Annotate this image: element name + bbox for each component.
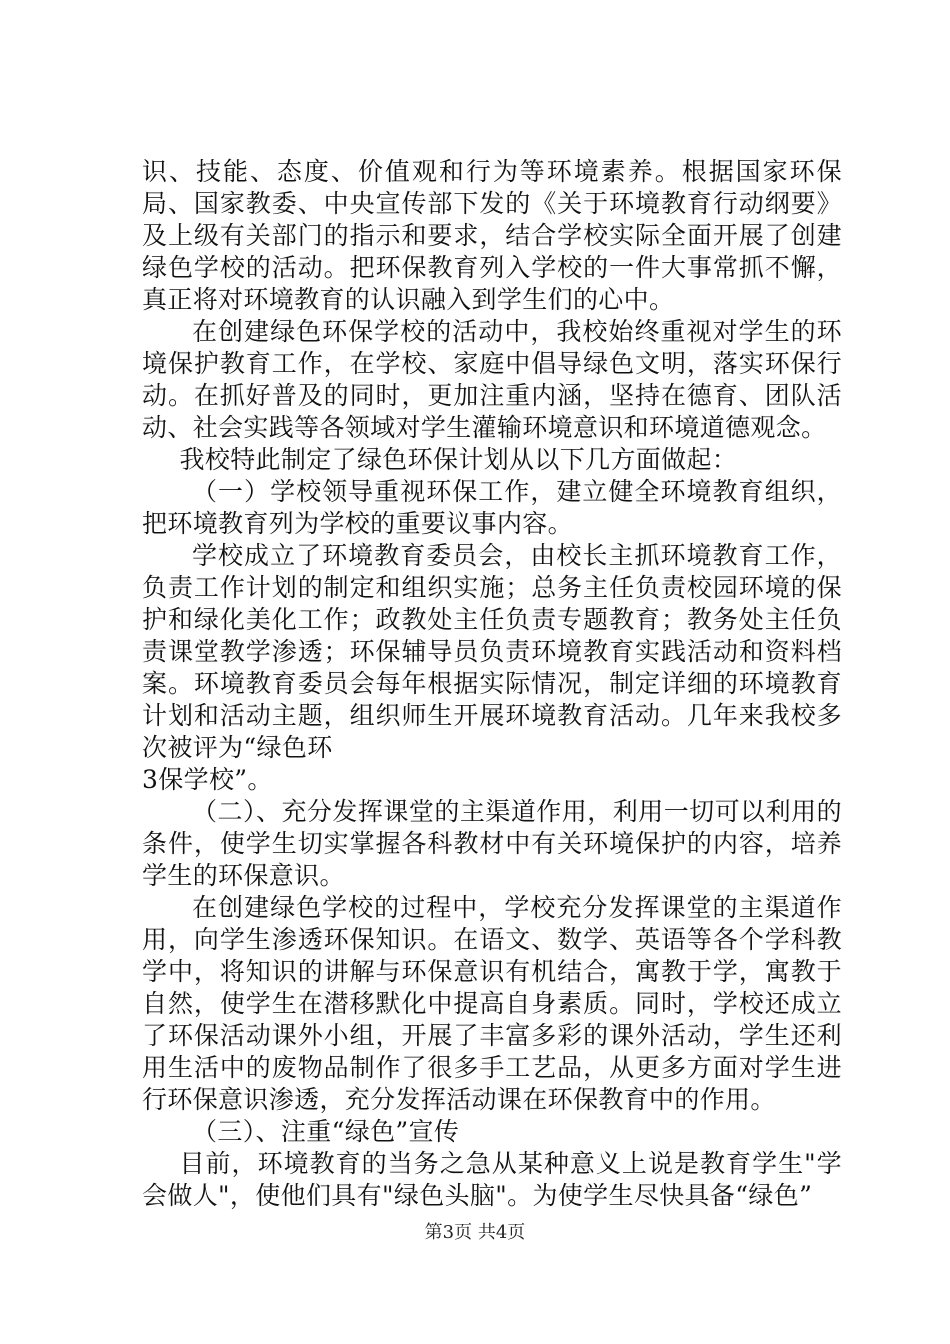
document-body [142, 156, 842, 1212]
paragraph-green-school-activities: 在创建绿色环保学校的活动中，我校始终重视对学生的环境保护教育工作，在学校、家庭中倡导绿色文明，落实环保行动。在抓好普及的同时，更加注重内涵，坚持在德育、团队活动、社会实践等各领域对学生灌输环境意识和环境道德观念。 [142, 317, 842, 442]
paragraph-committee: 学校成立了环境教育委员会，由校长主抓环境教育工作，负责工作计划的制定和组织实施；总务主任负责校园环境的保护和绿化美化工作；政教处主任负责专题教育；教务处主任负责课堂教学渗透；环保辅导员负责环境教育实践活动和资料档案。环境教育委员会每年根据实际情况，制定详细的环境教育计划和活动主题，组织师生开展环境教育活动。几年来我校多次被评为“绿色环 [142, 541, 842, 762]
page-number-footer: 第3页 共4页 [424, 1222, 526, 1243]
paragraph-green-publicity: 目前，环境教育的当务之急从某种意义上说是教育学生"学会做人"，使他们具有"绿色头脑"。为使学生尽快具备“绿色” [142, 1149, 842, 1210]
paragraph-intro-continuation: 识、技能、态度、价值观和行为等环境素养。根据国家环保局、国家教委、中央宣传部下发的《关于环境教育行动纲要》及上级有关部门的指示和要求，结合学校实际全面开展了创建绿色学校的活动。把环保教育列入学校的一件大事常抓不懈，真正将对环境教育的认识融入到学生们的心中。 [142, 157, 842, 314]
paragraph-classroom: 在创建绿色学校的过程中，学校充分发挥课堂的主渠道作用，向学生渗透环保知识。在语文、数学、英语等各个学科教学中，将知识的讲解与环保意识有机结合，寓教于学，寓教于自然，使学生在潜移默化中提高自身素质。同时，学校还成立了环保活动课外小组，开展了丰富多彩的课外活动，学生还利用生活中的废物品制作了很多手工艺品，从更多方面对学生进行环保意识渗透，充分发挥活动课在环保教育中的作用。 [142, 893, 842, 1114]
paragraph-plan-intro: 我校特此制定了绿色环保计划从以下几方面做起： [179, 445, 738, 474]
paragraph-committee-tail: 3保学校”。 [142, 765, 273, 794]
section-heading-1: （一）学校领导重视环保工作，建立健全环境教育组织，把环境教育列为学校的重要议事内容。 [142, 477, 842, 538]
section-heading-2: （二）、充分发挥课堂的主渠道作用，利用一切可以利用的条件，使学生切实掌握各科教材中有关环境保护的内容，培养学生的环保意识。 [142, 797, 842, 890]
section-heading-3: （三）、注重“绿色”宣传 [192, 1117, 460, 1146]
